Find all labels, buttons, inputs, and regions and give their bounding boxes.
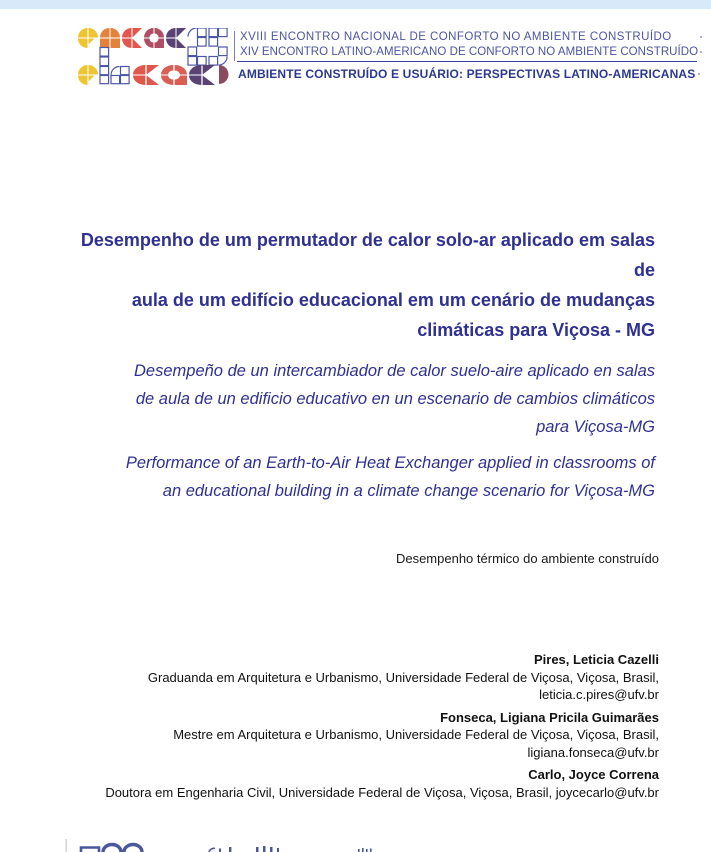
author-entry [59, 766, 659, 801]
title-en-line: Performance of an Earth-to-Air Heat Exchanger applied in classrooms of [125, 454, 655, 472]
conference-tagline: AMBIENTE CONSTRUÍDO E USUÁRIO: PERSPECTIVAS LATINO-AMERICANAS [238, 67, 696, 81]
paper-topic-label: Desempenho térmico do ambiente construído [395, 551, 659, 566]
title-pt-line: climáticas para Viçosa - MG [417, 320, 655, 340]
author-affiliation: Doutora em Engenharia Civil, Universidade Federal de Viçosa, Viçosa, Brasil, joycecarlo@ufv.br [105, 784, 659, 800]
paper-title-en [55, 449, 655, 505]
title-pt-line: Desempenho de um permutador de calor solo-ar aplicado em salas de [80, 230, 655, 280]
author-email: leticia.c.pires@ufv.br [539, 687, 659, 702]
dot-decoration [700, 51, 702, 53]
header-divider-line [234, 31, 235, 61]
dot-decoration [698, 73, 700, 75]
author-email: ligiana.fonseca@ufv.br [527, 744, 659, 760]
author-name: Fonseca, Ligiana Pricila Guimarães [440, 709, 659, 725]
paper-title-es [55, 357, 655, 441]
encac-elacac-logo-icon [78, 28, 230, 85]
conference-name-national: XVIII ENCONTRO NACIONAL DE CONFORTO NO AMBIENTE CONSTRUÍDO [240, 31, 672, 43]
author-entry [59, 651, 659, 704]
author-name: Carlo, Joyce Correna [528, 767, 659, 782]
author-name: Pires, Leticia Cazelli [533, 652, 659, 667]
footer-partial-logos [0, 836, 711, 852]
title-es-line: Desempeño de un intercambiador de calor suelo-aire aplicado en salas [134, 362, 655, 380]
header-rule [237, 61, 697, 62]
title-en-line: an educational building in a climate change scenario for Viçosa-MG [162, 482, 655, 500]
authors-block [59, 651, 659, 806]
paper-title-pt [55, 225, 655, 345]
author-affiliation: Mestre em Arquitetura e Urbanismo, Universidade Federal de Viçosa, Viçosa, Brasil, [173, 727, 659, 742]
top-accent-bar [0, 0, 711, 9]
title-es-line: para Viçosa-MG [536, 418, 655, 436]
author-entry [59, 709, 659, 762]
title-es-line: de aula de un edificio educativo en un escenario de cambios climáticos [135, 390, 655, 408]
author-affiliation: Graduanda em Arquitetura e Urbanismo, Universidade Federal de Viçosa, Viçosa, Brasil, [147, 669, 659, 685]
title-pt-line: aula de um edifício educacional em um cenário de mudanças [131, 290, 655, 310]
dot-decoration [700, 36, 702, 38]
conference-name-latin-american: XIV ENCONTRO LATINO-AMERICANO DE CONFORTO NO AMBIENTE CONSTRUÍDO [240, 46, 699, 58]
